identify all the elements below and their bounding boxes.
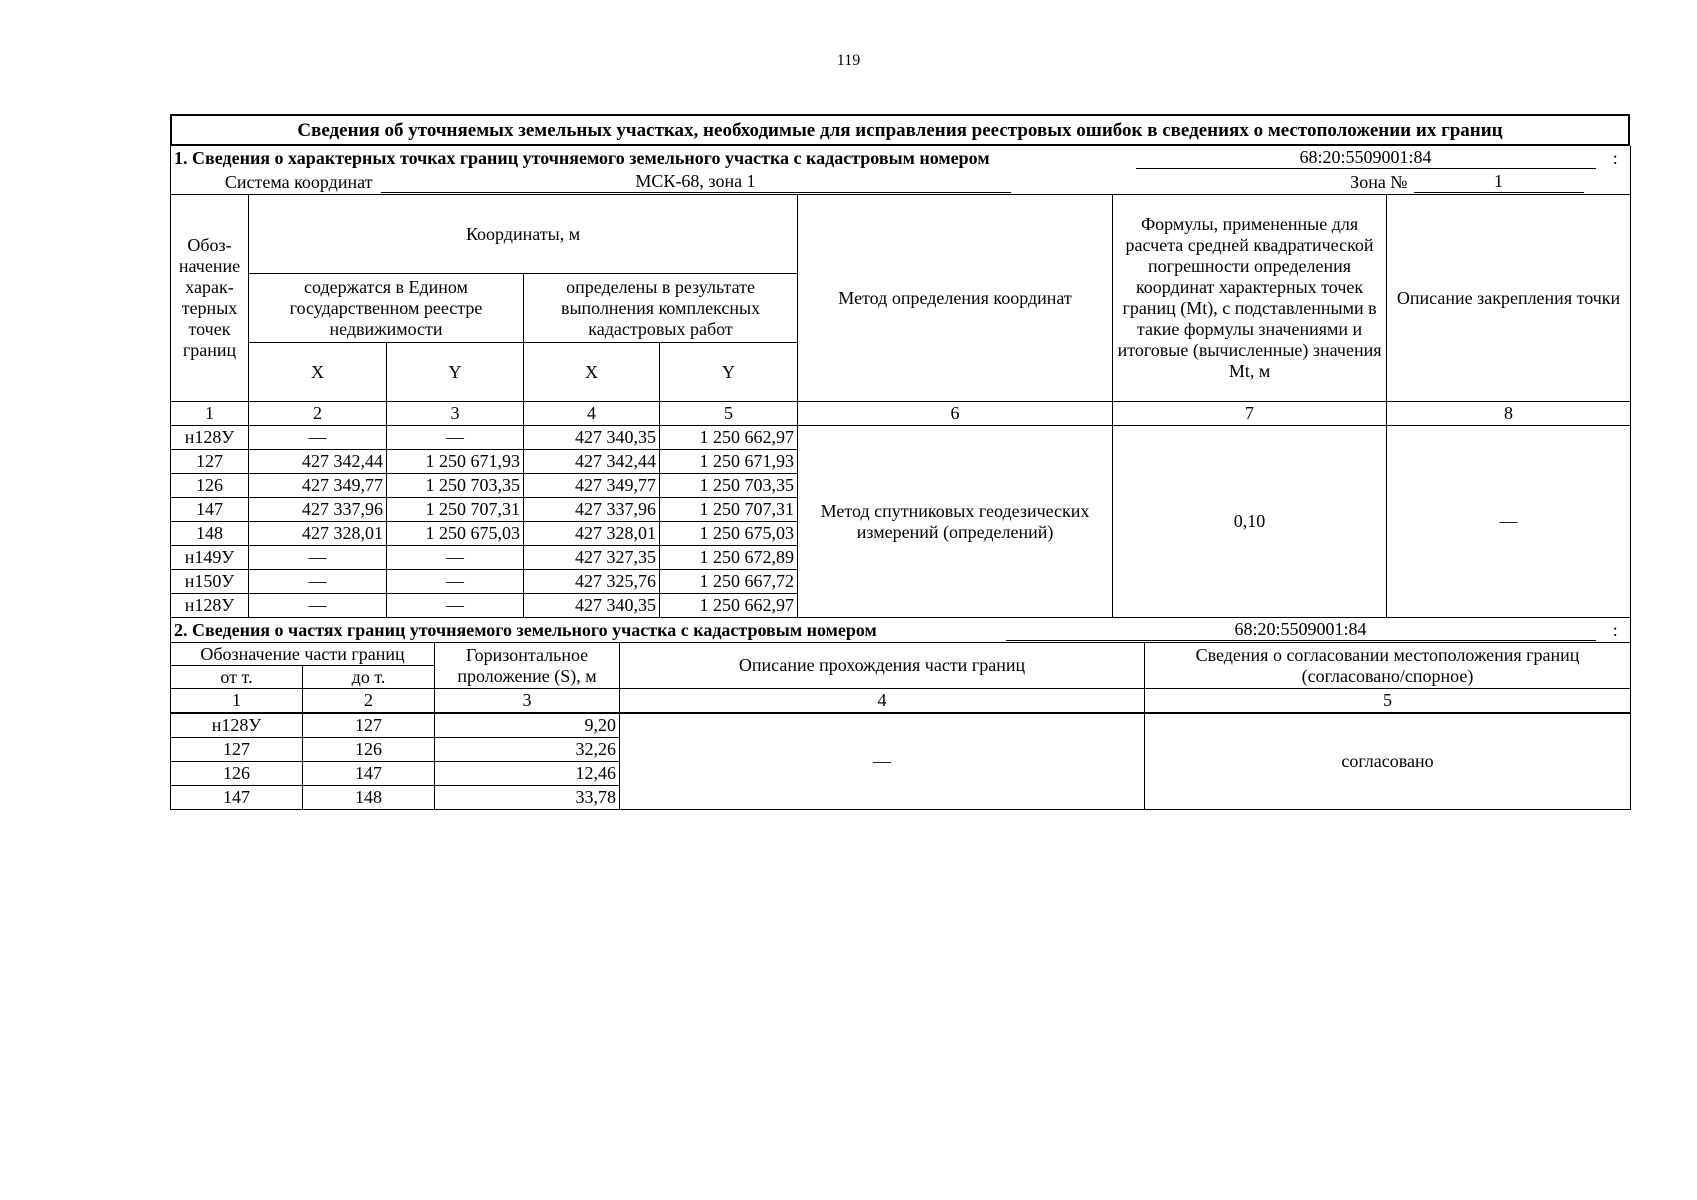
- header-determined: определены в результате выполнения комплексных кадастровых работ: [524, 274, 798, 343]
- column-number: 8: [1387, 402, 1631, 426]
- column-number: 5: [1145, 689, 1631, 714]
- y-registry: —: [387, 594, 524, 618]
- coord-system-value: МСК-68, зона 1: [376, 170, 1016, 194]
- point-id: 127: [171, 450, 249, 474]
- y-determined: 1 250 671,93: [660, 450, 798, 474]
- column-numbers-row: [171, 402, 1631, 426]
- to-point: 148: [303, 786, 435, 810]
- section2-cadastral-number: 68:20:5509001:84: [1001, 618, 1601, 642]
- header-in-registry: содержатся в Едином государственном реестре недвижимости: [249, 274, 524, 343]
- section2-heading: 2. Сведения о частях границ уточняемого земельного участка с кадастровым номером: [174, 619, 877, 640]
- y-determined: 1 250 667,72: [660, 570, 798, 594]
- to-point: 127: [303, 713, 435, 738]
- colon: :: [1612, 619, 1618, 640]
- x-registry: 427 349,77: [249, 474, 387, 498]
- header-to: до т.: [303, 666, 435, 689]
- column-number: 5: [660, 402, 798, 426]
- section1-cadastral-number: 68:20:5509001:84: [1131, 146, 1601, 170]
- header-fixing: Описание закрепления точки: [1387, 195, 1631, 402]
- column-numbers-row: [171, 689, 1631, 714]
- column-number: 7: [1113, 402, 1387, 426]
- header-from: от т.: [171, 666, 303, 689]
- to-point: 126: [303, 738, 435, 762]
- table-row: [171, 713, 1631, 738]
- agreement-value: согласовано: [1145, 713, 1631, 810]
- from-point: 126: [171, 762, 303, 786]
- y-registry: —: [387, 570, 524, 594]
- x-determined: 427 342,44: [524, 450, 660, 474]
- column-number: 6: [798, 402, 1113, 426]
- section2-heading-table: [170, 618, 1631, 642]
- zone-label: Зона №: [1350, 171, 1408, 192]
- header-horizontal: Горизонтальное проложение (S), м: [435, 643, 620, 689]
- y-determined: 1 250 703,35: [660, 474, 798, 498]
- column-number: 1: [171, 689, 303, 714]
- x-determined: 427 340,35: [524, 426, 660, 450]
- x-registry: 427 342,44: [249, 450, 387, 474]
- x-registry: —: [249, 594, 387, 618]
- header-part-designation: Обозначение части границ: [171, 643, 435, 666]
- header-agreement: Сведения о согласовании местоположения границ (согласовано/спорное): [1145, 643, 1631, 689]
- horizontal-length: 33,78: [435, 786, 620, 810]
- column-number: 2: [303, 689, 435, 714]
- header-formulas: Формулы, примененные для расчета средней квадратической погрешности определения координат характерных точек границ (Mt), с подставленными в такие формулы значениями и итоговые (вычисленные) значения Mt, м: [1113, 195, 1387, 402]
- column-number: 2: [249, 402, 387, 426]
- header-y-determined: Y: [660, 343, 798, 402]
- coord-system-label: Система координат: [224, 171, 373, 192]
- section1-heading: 1. Сведения о характерных точках границ уточняемого земельного участка с кадастровым номером: [174, 147, 990, 168]
- column-number: 1: [171, 402, 249, 426]
- y-determined: 1 250 672,89: [660, 546, 798, 570]
- header-coordinates: Координаты, м: [249, 195, 798, 274]
- x-determined: 427 325,76: [524, 570, 660, 594]
- column-number: 3: [435, 689, 620, 714]
- point-id: 147: [171, 498, 249, 522]
- x-determined: 427 349,77: [524, 474, 660, 498]
- x-registry: —: [249, 570, 387, 594]
- x-registry: —: [249, 426, 387, 450]
- y-registry: 1 250 703,35: [387, 474, 524, 498]
- y-registry: 1 250 707,31: [387, 498, 524, 522]
- colon: :: [1612, 147, 1618, 168]
- point-id: н128У: [171, 594, 249, 618]
- y-determined: 1 250 662,97: [660, 426, 798, 450]
- x-determined: 427 337,96: [524, 498, 660, 522]
- from-point: 127: [171, 738, 303, 762]
- header-x-registry: X: [249, 343, 387, 402]
- x-registry: 427 328,01: [249, 522, 387, 546]
- header-y-registry: Y: [387, 343, 524, 402]
- x-determined: 427 328,01: [524, 522, 660, 546]
- mt-value: 0,10: [1113, 426, 1387, 618]
- x-determined: 427 327,35: [524, 546, 660, 570]
- horizontal-length: 12,46: [435, 762, 620, 786]
- y-registry: —: [387, 546, 524, 570]
- y-determined: 1 250 675,03: [660, 522, 798, 546]
- parts-table: [170, 642, 1631, 810]
- y-registry: 1 250 675,03: [387, 522, 524, 546]
- coord-system-table: [170, 170, 1631, 194]
- x-registry: —: [249, 546, 387, 570]
- description-value: —: [620, 713, 1145, 810]
- page-number: 119: [836, 52, 861, 69]
- to-point: 147: [303, 762, 435, 786]
- fixing-value: —: [1387, 426, 1631, 618]
- from-point: н128У: [171, 713, 303, 738]
- point-id: 126: [171, 474, 249, 498]
- points-table: [170, 194, 1631, 618]
- column-number: 4: [524, 402, 660, 426]
- y-determined: 1 250 707,31: [660, 498, 798, 522]
- method-value: Метод спутниковых геодезических измерений (определений): [798, 426, 1113, 618]
- header-designation: Обоз-начение харак-терных точек границ: [171, 195, 249, 402]
- point-id: н149У: [171, 546, 249, 570]
- y-registry: 1 250 671,93: [387, 450, 524, 474]
- form-title: Сведения об уточняемых земельных участках, необходимые для исправления реестровых ошибок в сведениях о местоположении их границ: [171, 115, 1629, 145]
- zone-value: 1: [1411, 170, 1631, 194]
- x-determined: 427 340,35: [524, 594, 660, 618]
- title-table: [170, 114, 1630, 146]
- point-id: н150У: [171, 570, 249, 594]
- point-id: н128У: [171, 426, 249, 450]
- table-row: [171, 426, 1631, 450]
- y-registry: —: [387, 426, 524, 450]
- horizontal-length: 9,20: [435, 713, 620, 738]
- x-registry: 427 337,96: [249, 498, 387, 522]
- header-x-determined: X: [524, 343, 660, 402]
- document-form: [170, 114, 1630, 810]
- point-id: 148: [171, 522, 249, 546]
- column-number: 4: [620, 689, 1145, 714]
- horizontal-length: 32,26: [435, 738, 620, 762]
- section1-heading-table: [170, 146, 1631, 170]
- header-description: Описание прохождения части границ: [620, 643, 1145, 689]
- column-number: 3: [387, 402, 524, 426]
- header-method: Метод определения координат: [798, 195, 1113, 402]
- y-determined: 1 250 662,97: [660, 594, 798, 618]
- from-point: 147: [171, 786, 303, 810]
